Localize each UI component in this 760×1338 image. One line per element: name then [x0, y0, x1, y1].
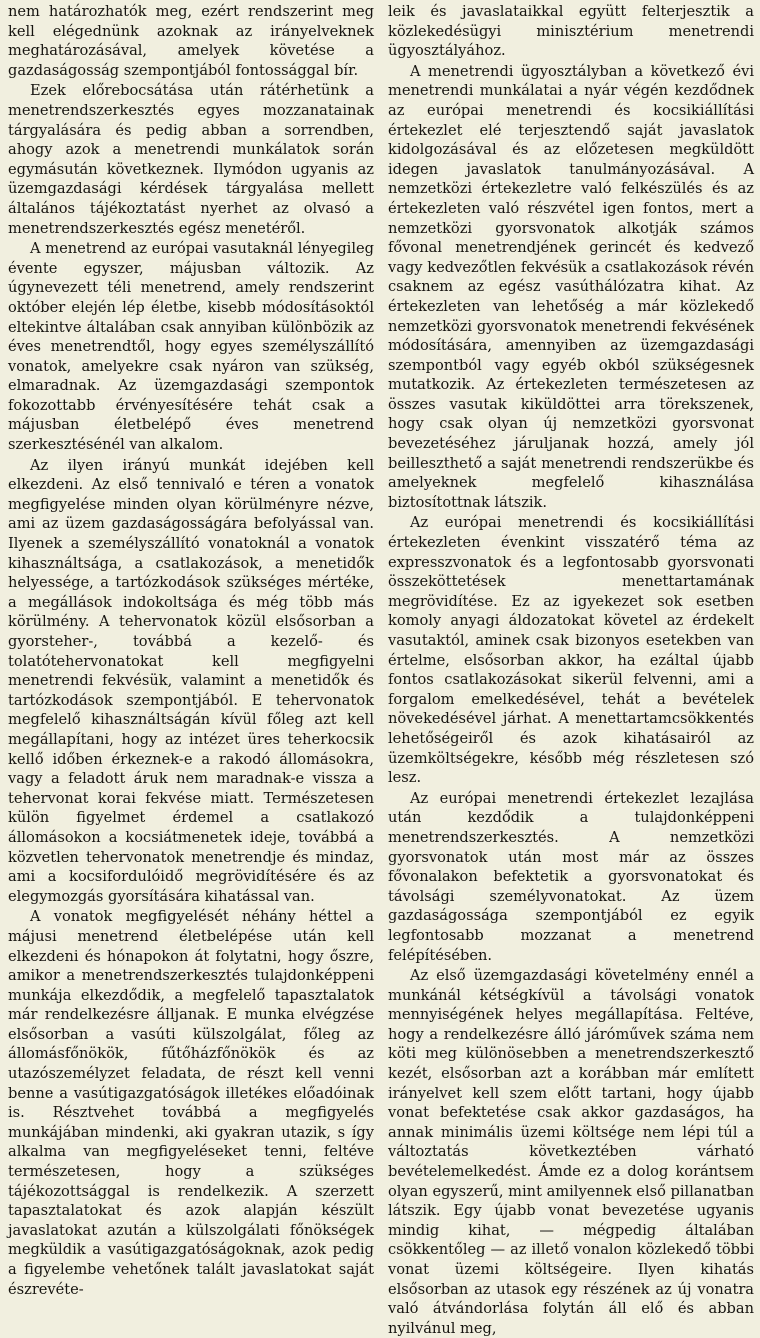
paragraph: Az európai menetrendi és kocsikiállítási értekezleten évenkint visszatérő téma az expresszvonatok és a legfontosabb gyorsvonati összeköttetések menettartamának megrövidítése. Ez az igyekezet sok esetben komoly anyagi áldozatokat követel az érdekelt vasutaktól, aminek csak bizonyos esetekben van értelme, elsősorban akkor, ha ezáltal újabb fontos csatlakozásokat sikerül felvenni, ami a forgalom emelkedésével, tehát a bevételek növekedésével járhat. A menettartamcsökkentés lehetőségeiről és azok kihatásairól az üzemköltségekre, később még részletesen szó lesz.: [388, 514, 754, 787]
paragraph: Ezek előrebocsátása után rátérhetünk a menetrendszerkesztés egyes mozzanatainak tárgyalására és pedig abban a sorrendben, ahogy azok a menetrendi munkálatok során egymásután következnek. Ilymódon ugyanis az üzemgazdasági kérdések tárgyalása mellett általános tájékoztatást nyerhet az olvasó a menetrendszerkesztés egész menetéről.: [8, 82, 374, 237]
paragraph: A menetrendi ügyosztályban a következő évi menetrendi munkálatai a nyár végén kezdődnek az európai menetrendi és kocsikiállítási értekezlet elé terjesztendő saját javaslatok kidolgozásával és az előzetesen megküldött idegen javaslatok tanulmányozásával. A nemzetközi értekezletre való felkészülés és az értekezleten való részvétel igen fontos, mert a nemzetközi gyorsvonatok alkotják számos fővonal menetrendjének gerincét és kedvező vagy kedvezőtlen fekvésük a csatlakozások révén csaknem az egész vasúthálózatra kihat. Az értekezleten van lehetőség a már közlekedő nemzetközi gyorsvonatok menetrendi fekvésének módosítására, amennyiben az üzemgazdasági szempontból vagy egyéb okból szükségesnek mutatkozik. Az értekezleten természetesen az összes vasutak kiküldöttei arra törekszenek, hogy csak olyan új nemzetközi gyorsvonat bevezetéséhez járuljanak hozzá, amely jól beilleszthető a saját menetrendi rendszerükbe és amelyeknek megfelelő kihasználása biztosítottnak látszik.: [388, 62, 754, 511]
paragraph: leik és javaslataikkal együtt felterjesztik a közlekedésügyi minisztérium menetrendi ügyosztályához.: [388, 3, 754, 60]
paragraph: Az európai menetrendi értekezlet lezajlása után kezdődik a tulajdonképpeni menetrendszerkesztés. A nemzetközi gyorsvonatok után most már az összes fővonalakon befektetik a gyorsvonatokat és távolsági személyvonatokat. Az üzem gazdaságossága szempontjából ez egyik legfontosabb mozzanat a menetrend felépítésében.: [388, 789, 754, 964]
paragraph: nem határozhatók meg, ezért rendszerint meg kell elégednünk azoknak az irányelveknek meghatározásával, amelyek követése a gazdaságosság szempontjából fontossággal bír.: [8, 3, 374, 79]
paragraph: A vonatok megfigyelését néhány héttel a májusi menetrend életbelépése után kell elkezdeni és hónapokon át folytatni, hogy őszre, amikor a menetrendszerkesztés tulajdonképpeni munkája elkezdődik, a megfelelő tapasztalatok már rendelkezésre álljanak. E munka elvégzése elsősorban a vasúti külszolgálat, főleg az állomásfőnökök, fűtőházfőnökök és az utazószemélyzet feladata, de részt kell venni benne a vasútigazgatóságok illetékes előadóinak is. Résztvehet továbbá a megfigyelés munkájában mindenki, aki gyakran utazik, s így alkalma van megfigyeléseket tenni, feltéve természetesen, hogy a szükséges tájékozottsággal is rendelkezik. A szerzett tapasztalatokat és azok alapján készült javaslatokat azután a külszolgálati főnökségek megküldik a vasútigazgatóságoknak, azok pedig a figyelembe vehetőnek talált javaslatokat saját észrevéte-: [8, 908, 374, 1298]
text-column-right: [388, 2, 754, 1337]
paragraph: Az első üzemgazdasági követelmény ennél a munkánál kétségkívül a távolsági vonatok mennyiségének helyes megállapítása. Feltéve, hogy a rendelkezésre álló járóművek száma nem köti meg különösebben a menetrendszerkesztő kezét, elsősorban azt a korábban már említett irányelvet kell szem előtt tartani, hogy újabb vonat befektetése csak akkor gazdaságos, ha annak minimális üzemi költsége nem lépi túl a változtatás következtében várható bevételemelkedést. Ámde ez a dolog korántsem olyan egyszerű, mint amilyennek első pillanatban látszik. Egy újabb vonat bevezetése ugyanis mindig kihat, — mégpedig általában csökkentőleg — az illető vonalon közlekedő többi vonat üzemi költségeire. Ilyen kihatás elsősorban az utasok egy részének az új vonatra való átvándorlása folytán áll elő és abban nyilvánul meg,: [388, 967, 754, 1337]
paragraph: Az ilyen irányú munkát idejében kell elkezdeni. Az első tennivaló e téren a vonatok megfigyelése minden olyan körülményre nézve, ami az üzem gazdaságosságára befolyással van. Ilyenek a személyszállító vonatoknál a vonatok kihasználtsága, a csatlakozások, a menetidők helyessége, a tartózkodások szükséges mértéke, a megállások indokoltsága és még több más körülmény. A tehervonatok közül elsősorban a gyorsteher-, továbbá a kezelő- és tolatótehervonatokat kell megfigyelni menetrendi fekvésük, valamint a menetidők és tartózkodások szempontjából. E tehervonatok megfelelő kihasználtságán kívül főleg azt kell megállapítani, hogy az intézet üres teherkocsik kellő időben érkeznek-e a rakodó állomásokra, vagy a feladott áruk nem maradnak-e vissza a tehervonat korai fekvése miatt. Természetesen külön figyelmet érdemel a csatlakozó állomásokon a kocsiátmenetek ideje, továbbá a közvetlen tehervonatok menetrendje és mindaz, ami a kocsifordulóidő megrövidítésére és az elegymozgás gyorsítására kihatással van.: [8, 456, 374, 905]
text-column-left: [8, 2, 374, 1298]
paragraph: A menetrend az európai vasutaknál lényegileg évente egyszer, májusban változik. Az úgynevezett téli menetrend, amely rendszerint október elején lép életbe, kisebb módosításoktól eltekintve általában csak annyiban különbözik az éves menetrendtől, hogy egyes személyszállító vonatok, amelyekre csak nyáron van szükség, elmaradnak. Az üzemgazdasági szempontok fokozottabb érvényesítésére tehát csak a májusban életbelépő éves menetrend szerkesztésénél van alkalom.: [8, 240, 374, 454]
